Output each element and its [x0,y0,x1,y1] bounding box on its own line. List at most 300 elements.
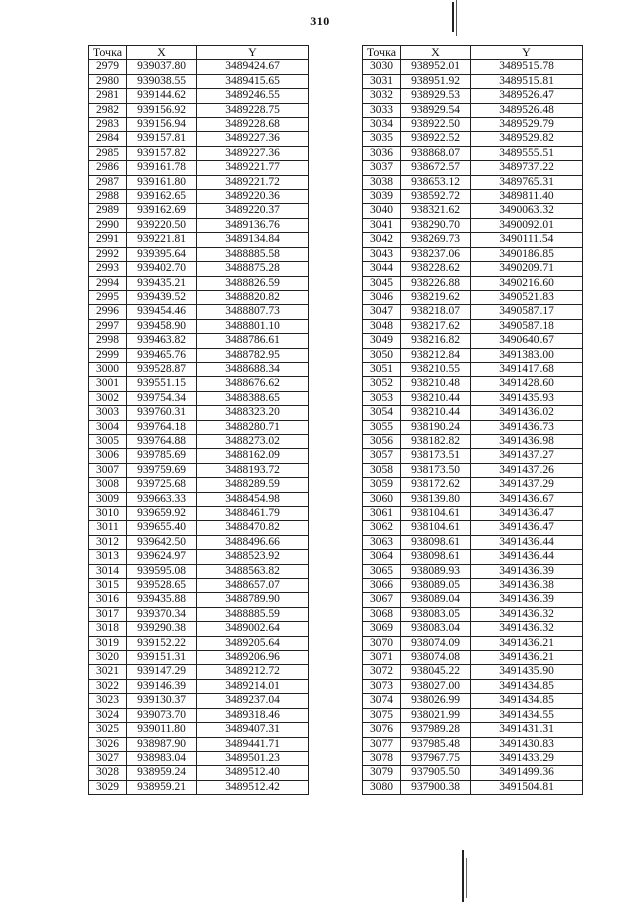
cell-y: 3489318.46 [197,708,309,722]
cell-y: 3488782.95 [197,348,309,362]
cell-x: 938210.44 [401,391,471,405]
cell-point: 2999 [89,348,127,362]
table-row [363,377,583,391]
table-row [89,334,309,348]
header-x: X [127,46,197,60]
table-row [363,651,583,665]
cell-y: 3491436.44 [471,550,583,564]
cell-y: 3491436.44 [471,535,583,549]
cell-point: 3041 [363,218,401,232]
cell-x: 939162.65 [127,190,197,204]
table-row [89,190,309,204]
scan-artifact-mark [466,858,467,898]
table-row [363,636,583,650]
cell-y: 3491437.26 [471,463,583,477]
table-row [89,694,309,708]
cell-y: 3488885.58 [197,247,309,261]
cell-y: 3491417.68 [471,362,583,376]
cell-y: 3490111.54 [471,233,583,247]
cell-x: 939435.21 [127,276,197,290]
table-row [363,103,583,117]
cell-point: 3008 [89,478,127,492]
table-row [363,737,583,751]
table-row [89,478,309,492]
cell-x: 937985.48 [401,737,471,751]
cell-point: 3060 [363,492,401,506]
cell-point: 3023 [89,694,127,708]
cell-y: 3491431.31 [471,723,583,737]
cell-y: 3491435.90 [471,665,583,679]
cell-point: 3004 [89,420,127,434]
header-point: Точка [89,46,127,60]
cell-x: 938026.99 [401,694,471,708]
cell-point: 3079 [363,766,401,780]
cell-x: 939146.39 [127,679,197,693]
cell-x: 937900.38 [401,780,471,794]
cell-y: 3490521.83 [471,290,583,304]
cell-y: 3489515.78 [471,60,583,74]
cell-point: 3022 [89,679,127,693]
cell-point: 3016 [89,593,127,607]
table-row [89,377,309,391]
cell-x: 938074.09 [401,636,471,650]
cell-y: 3489512.42 [197,780,309,794]
cell-x: 939370.34 [127,607,197,621]
table-row [89,89,309,103]
cell-y: 3489206.96 [197,651,309,665]
table-row [89,751,309,765]
cell-x: 939221.81 [127,233,197,247]
cell-y: 3488523.92 [197,550,309,564]
cell-y: 3491436.02 [471,406,583,420]
table-row [89,636,309,650]
cell-point: 3057 [363,449,401,463]
cell-x: 939463.82 [127,334,197,348]
cell-point: 2986 [89,161,127,175]
cell-x: 937905.50 [401,766,471,780]
table-row [89,766,309,780]
table-row [363,723,583,737]
table-row [363,74,583,88]
cell-point: 3006 [89,449,127,463]
table-row [363,190,583,204]
cell-point: 2979 [89,60,127,74]
cell-x: 939764.88 [127,434,197,448]
cell-point: 3001 [89,377,127,391]
cell-x: 939551.15 [127,377,197,391]
table-row [363,276,583,290]
cell-point: 3015 [89,579,127,593]
cell-y: 3490092.01 [471,218,583,232]
table-row [89,348,309,362]
table-row [89,737,309,751]
table-row [363,550,583,564]
table-row [363,766,583,780]
cell-point: 3067 [363,593,401,607]
cell-x: 938672.57 [401,161,471,175]
cell-point: 2981 [89,89,127,103]
table-row [89,146,309,160]
cell-x: 938139.80 [401,492,471,506]
table-row [363,492,583,506]
cell-point: 2998 [89,334,127,348]
table-row [89,218,309,232]
cell-y: 3488826.59 [197,276,309,290]
cell-point: 3030 [363,60,401,74]
cell-x: 938027.00 [401,679,471,693]
cell-y: 3491436.38 [471,579,583,593]
cell-y: 3491436.67 [471,492,583,506]
table-row [363,319,583,333]
cell-x: 938922.50 [401,118,471,132]
cell-x: 938929.53 [401,89,471,103]
table-row [363,233,583,247]
cell-x: 938269.73 [401,233,471,247]
cell-x: 938321.62 [401,204,471,218]
cell-point: 3003 [89,406,127,420]
cell-x: 939073.70 [127,708,197,722]
cell-point: 3045 [363,276,401,290]
cell-point: 3012 [89,535,127,549]
cell-y: 3488323.20 [197,406,309,420]
table-row [363,204,583,218]
header-y: Y [197,46,309,60]
table-row [89,607,309,621]
cell-point: 3080 [363,780,401,794]
cell-y: 3488289.59 [197,478,309,492]
cell-x: 938237.06 [401,247,471,261]
cell-y: 3491437.27 [471,449,583,463]
scan-artifact-mark [452,2,454,32]
table-row [363,60,583,74]
cell-y: 3488807.73 [197,305,309,319]
cell-y: 3488193.72 [197,463,309,477]
cell-point: 3051 [363,362,401,376]
cell-x: 939528.65 [127,579,197,593]
cell-x: 938929.54 [401,103,471,117]
cell-y: 3490587.17 [471,305,583,319]
table-row [89,132,309,146]
cell-y: 3489220.37 [197,204,309,218]
cell-y: 3488875.28 [197,262,309,276]
cell-y: 3489501.23 [197,751,309,765]
cell-point: 3063 [363,535,401,549]
cell-y: 3489246.55 [197,89,309,103]
table-row [89,492,309,506]
cell-point: 2985 [89,146,127,160]
cell-x: 939161.78 [127,161,197,175]
table-row [89,305,309,319]
cell-x: 939011.80 [127,723,197,737]
cell-point: 3071 [363,651,401,665]
cell-x: 938228.62 [401,262,471,276]
cell-point: 2994 [89,276,127,290]
table-row [89,679,309,693]
cell-x: 938219.62 [401,290,471,304]
cell-point: 3038 [363,175,401,189]
cell-y: 3489002.64 [197,622,309,636]
cell-x: 938098.61 [401,550,471,564]
cell-y: 3489228.68 [197,118,309,132]
cell-y: 3490587.18 [471,319,583,333]
cell-y: 3488496.66 [197,535,309,549]
table-row [89,362,309,376]
cell-x: 938083.05 [401,607,471,621]
cell-x: 939439.52 [127,290,197,304]
cell-x: 939655.40 [127,521,197,535]
cell-x: 938217.62 [401,319,471,333]
table-row [89,74,309,88]
scan-artifact-mark [462,850,464,902]
cell-x: 939151.31 [127,651,197,665]
cell-y: 3489811.40 [471,190,583,204]
cell-x: 939152.22 [127,636,197,650]
cell-point: 3000 [89,362,127,376]
cell-x: 938226.88 [401,276,471,290]
cell-point: 3031 [363,74,401,88]
cell-x: 938074.08 [401,651,471,665]
cell-x: 939402.70 [127,262,197,276]
cell-x: 938290.70 [401,218,471,232]
cell-point: 3062 [363,521,401,535]
cell-x: 938098.61 [401,535,471,549]
table-row [89,319,309,333]
cell-x: 939220.50 [127,218,197,232]
cell-point: 3019 [89,636,127,650]
cell-x: 938952.01 [401,60,471,74]
cell-point: 3033 [363,103,401,117]
cell-y: 3488273.02 [197,434,309,448]
cell-point: 3054 [363,406,401,420]
table-row [89,290,309,304]
cell-x: 939162.69 [127,204,197,218]
cell-x: 938083.04 [401,622,471,636]
cell-x: 939037.80 [127,60,197,74]
cell-point: 3018 [89,622,127,636]
table-row [363,478,583,492]
cell-x: 938868.07 [401,146,471,160]
cell-y: 3489212.72 [197,665,309,679]
table-row [89,103,309,117]
cell-x: 938216.82 [401,334,471,348]
table-row [363,665,583,679]
cell-point: 2982 [89,103,127,117]
cell-x: 939785.69 [127,449,197,463]
table-row [89,420,309,434]
page-number: 310 [310,14,330,28]
table-row [363,679,583,693]
cell-y: 3488885.59 [197,607,309,621]
cell-y: 3489415.65 [197,74,309,88]
table-row [363,161,583,175]
table-row [89,204,309,218]
table-row [89,723,309,737]
cell-point: 3002 [89,391,127,405]
table-row [89,463,309,477]
cell-y: 3488454.98 [197,492,309,506]
table-row [363,535,583,549]
table-row [89,535,309,549]
cell-point: 3024 [89,708,127,722]
cell-y: 3489526.48 [471,103,583,117]
cell-y: 3489407.31 [197,723,309,737]
table-row [363,449,583,463]
table-row [89,780,309,794]
cell-point: 2992 [89,247,127,261]
cell-point: 3027 [89,751,127,765]
cell-y: 3491434.85 [471,694,583,708]
table-row [89,507,309,521]
cell-y: 3491436.73 [471,420,583,434]
cell-y: 3488470.82 [197,521,309,535]
table-row [363,262,583,276]
cell-y: 3488786.61 [197,334,309,348]
cell-y: 3489441.71 [197,737,309,751]
cell-y: 3489529.79 [471,118,583,132]
cell-y: 3491436.47 [471,507,583,521]
cell-y: 3488801.10 [197,319,309,333]
cell-point: 2983 [89,118,127,132]
cell-point: 3039 [363,190,401,204]
cell-y: 3488280.71 [197,420,309,434]
table-row [363,708,583,722]
cell-x: 938922.52 [401,132,471,146]
cell-x: 939290.38 [127,622,197,636]
table-row [89,406,309,420]
cell-point: 3077 [363,737,401,751]
cell-x: 939144.62 [127,89,197,103]
cell-point: 3049 [363,334,401,348]
cell-point: 3029 [89,780,127,794]
cell-x: 939764.18 [127,420,197,434]
cell-x: 939465.76 [127,348,197,362]
table-row [89,276,309,290]
table-row [89,434,309,448]
cell-x: 938045.22 [401,665,471,679]
table-row [89,262,309,276]
cell-point: 2988 [89,190,127,204]
cell-point: 3059 [363,478,401,492]
cell-point: 3036 [363,146,401,160]
table-row [363,694,583,708]
coordinates-table-right [362,45,583,795]
cell-x: 939642.50 [127,535,197,549]
cell-y: 3489515.81 [471,74,583,88]
cell-y: 3491436.47 [471,521,583,535]
cell-y: 3491434.85 [471,679,583,693]
cell-y: 3491436.21 [471,636,583,650]
coordinates-table-left [88,45,309,795]
cell-y: 3490186.85 [471,247,583,261]
cell-y: 3491428.60 [471,377,583,391]
cell-x: 938210.44 [401,406,471,420]
cell-x: 938173.50 [401,463,471,477]
table-row [363,507,583,521]
cell-point: 2995 [89,290,127,304]
cell-x: 938089.93 [401,564,471,578]
cell-x: 939147.29 [127,665,197,679]
cell-x: 939663.33 [127,492,197,506]
cell-x: 937967.75 [401,751,471,765]
cell-x: 938173.51 [401,449,471,463]
table-row [363,362,583,376]
cell-point: 3058 [363,463,401,477]
cell-x: 938959.21 [127,780,197,794]
cell-y: 3488563.82 [197,564,309,578]
cell-point: 3068 [363,607,401,621]
cell-y: 3489424.67 [197,60,309,74]
table-row [89,564,309,578]
cell-y: 3489134.84 [197,233,309,247]
cell-x: 939157.81 [127,132,197,146]
cell-y: 3488688.34 [197,362,309,376]
table-row [363,290,583,304]
cell-point: 3013 [89,550,127,564]
cell-point: 3072 [363,665,401,679]
header-y: Y [471,46,583,60]
cell-point: 3078 [363,751,401,765]
table-row [363,751,583,765]
cell-y: 3489529.82 [471,132,583,146]
header-x: X [401,46,471,60]
table-row [89,550,309,564]
cell-y: 3491434.55 [471,708,583,722]
cell-y: 3491499.36 [471,766,583,780]
table-row [363,305,583,319]
cell-point: 3061 [363,507,401,521]
cell-x: 938182.82 [401,434,471,448]
cell-y: 3491436.39 [471,593,583,607]
cell-point: 3065 [363,564,401,578]
cell-point: 3069 [363,622,401,636]
cell-point: 3028 [89,766,127,780]
table-row [89,593,309,607]
table-row [89,60,309,74]
cell-y: 3490216.60 [471,276,583,290]
table-row [363,434,583,448]
table-row [89,233,309,247]
cell-point: 2984 [89,132,127,146]
cell-x: 938021.99 [401,708,471,722]
table-row [363,218,583,232]
cell-point: 2989 [89,204,127,218]
table-row [89,118,309,132]
cell-point: 3056 [363,434,401,448]
cell-x: 939038.55 [127,74,197,88]
table-row [363,89,583,103]
cell-point: 3042 [363,233,401,247]
table-row [89,622,309,636]
cell-x: 939458.90 [127,319,197,333]
cell-point: 3005 [89,434,127,448]
cell-point: 3064 [363,550,401,564]
cell-point: 3053 [363,391,401,405]
cell-x: 938210.55 [401,362,471,376]
cell-x: 939725.68 [127,478,197,492]
cell-y: 3491430.83 [471,737,583,751]
cell-y: 3489512.40 [197,766,309,780]
cell-x: 939435.88 [127,593,197,607]
cell-x: 937989.28 [401,723,471,737]
table-header-row [363,46,583,60]
cell-y: 3491436.32 [471,607,583,621]
cell-point: 3009 [89,492,127,506]
table-row [363,175,583,189]
table-row [363,118,583,132]
cell-point: 2996 [89,305,127,319]
cell-y: 3489227.36 [197,146,309,160]
cell-x: 938212.84 [401,348,471,362]
